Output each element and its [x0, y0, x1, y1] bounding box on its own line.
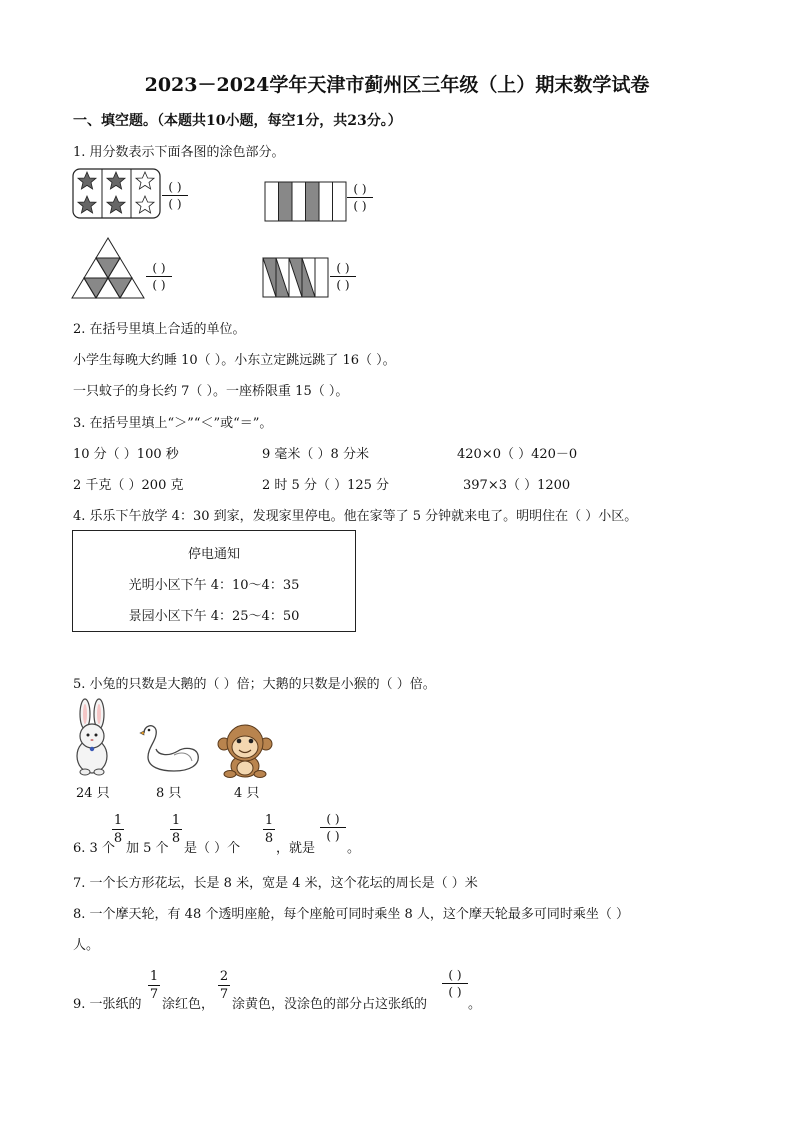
- question-2-line-2: 一只蚊子的身长约 7（ ）。一座桥限重 15（ ）。: [73, 384, 349, 399]
- question-8-line-2: 人。: [73, 938, 100, 953]
- fraction-blank[interactable]: ( ) ( ): [162, 180, 188, 211]
- star-icon: [107, 172, 125, 189]
- question-2-text: 2. 在括号里填上合适的单位。: [73, 322, 246, 337]
- question-6-part: 。: [347, 841, 361, 856]
- fraction: 2 7: [219, 969, 229, 1002]
- compare-item: 2 时 5 分（ ）125 分: [262, 478, 390, 493]
- question-2-line-1: 小学生每晚大约睡 10（ ）。小东立定跳远跳了 16（ ）。: [73, 353, 396, 368]
- parallelogram-figure: [262, 257, 330, 299]
- question-6-part: ，就是: [276, 841, 316, 856]
- fraction-blank[interactable]: ( ) ( ): [330, 261, 356, 292]
- question-9-part: 。: [468, 997, 482, 1012]
- compare-item: 10 分（ ）100 秒: [73, 447, 179, 462]
- monkey-icon: [216, 722, 274, 778]
- question-4-text: 4. 乐乐下午放学 4：30 到家，发现家里停电。他在家等了 5 分钟就来电了。明明住在（ ）小区。: [73, 509, 638, 524]
- compare-item: 9 毫米（ ）8 分米: [262, 447, 369, 462]
- stars-figure: [72, 168, 162, 220]
- notice-title: 停电通知: [187, 547, 240, 562]
- compare-item: 397×3（ ）1200: [463, 478, 571, 493]
- question-6-part: 是（ ）个: [184, 841, 241, 856]
- question-9-part: 9. 一张纸的: [73, 997, 142, 1012]
- question-1-text: 1. 用分数表示下面各图的涂色部分。: [73, 145, 285, 160]
- page-title: 2023－2024学年天津市蓟州区三年级（上）期末数学试卷: [144, 74, 650, 96]
- star-icon: [136, 172, 154, 189]
- fraction: 1 8: [264, 813, 274, 846]
- rabbit-count: 24 只: [76, 786, 110, 801]
- section-heading: 一、填空题。（本题共10小题，每空1分，共23分。）: [73, 113, 402, 129]
- compare-item: 2 千克（ ）200 克: [73, 478, 184, 493]
- question-5-text: 5. 小兔的只数是大鹅的（ ）倍；大鹅的只数是小猴的（ ）倍。: [73, 677, 436, 692]
- star-icon: [136, 196, 154, 213]
- goose-count: 8 只: [156, 786, 182, 801]
- question-6-part: 6. 3 个: [73, 841, 115, 856]
- question-6-part: 加 5 个: [126, 841, 169, 856]
- triangle-figure: [70, 236, 146, 300]
- question-3-text: 3. 在括号里填上“＞”“＜”或“＝”。: [73, 416, 273, 431]
- fraction-blank[interactable]: ( ) ( ): [347, 182, 373, 213]
- fraction: 1 8: [113, 813, 123, 846]
- monkey-count: 4 只: [234, 786, 260, 801]
- notice-line: 景园小区下午 4：25～4：50: [128, 609, 300, 624]
- power-outage-notice: [72, 530, 356, 632]
- fraction-blank[interactable]: ( ) ( ): [442, 968, 468, 999]
- question-9-part: 涂红色，: [162, 997, 215, 1012]
- fraction: 1 7: [149, 969, 159, 1002]
- compare-item: 420×0（ ）420－0: [457, 447, 578, 462]
- star-icon: [78, 196, 96, 213]
- bars-figure: [264, 181, 348, 223]
- question-7-text: 7. 一个长方形花坛，长是 8 米，宽是 4 米，这个花坛的周长是（ ）米: [73, 876, 478, 891]
- rabbit-icon: [70, 698, 114, 776]
- fraction-blank[interactable]: ( ) ( ): [146, 261, 172, 292]
- question-8-line-1: 8. 一个摩天轮，有 48 个透明座舱，每个座舱可同时乘坐 8 人，这个摩天轮最多可同时乘坐（ ）: [73, 907, 630, 922]
- fraction-blank[interactable]: ( ) ( ): [320, 812, 346, 843]
- goose-icon: [138, 721, 202, 775]
- notice-line: 光明小区下午 4：10～4：35: [128, 578, 300, 593]
- star-icon: [78, 172, 96, 189]
- star-icon: [107, 196, 125, 213]
- question-9-part: 涂黄色，没涂色的部分占这张纸的: [232, 997, 428, 1012]
- fraction: 1 8: [171, 813, 181, 846]
